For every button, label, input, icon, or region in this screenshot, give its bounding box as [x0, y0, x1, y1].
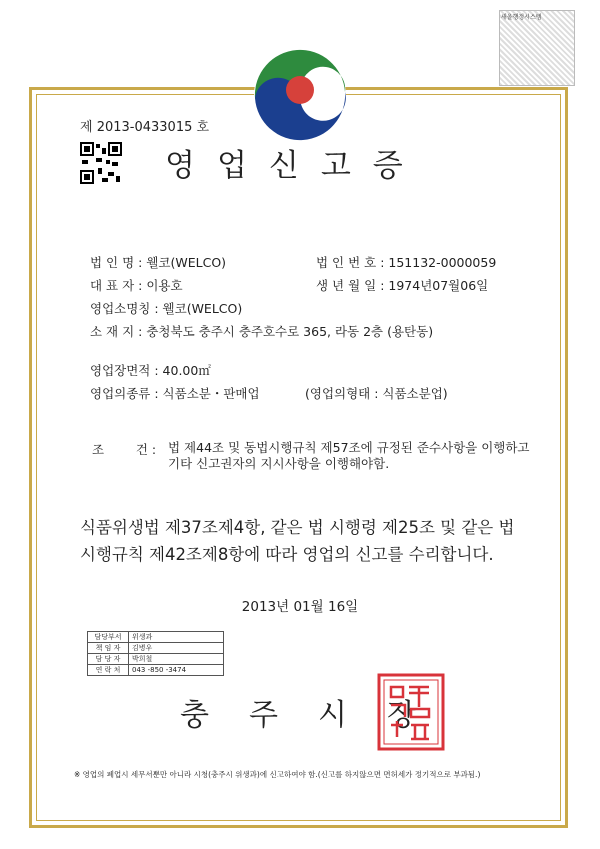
birth-row: [316, 276, 488, 294]
footnote: ※ 영업의 폐업시 세무서뿐만 아니라 시청(충주시 위생과)에 신고하여야 함.(신고를 하지않으면 면허세가 정기적으로 부과됨.): [74, 770, 481, 779]
official-seal-icon: [377, 673, 445, 751]
form-value: (영업의형태 : 식품소분업): [305, 386, 448, 401]
table-row: [88, 643, 224, 654]
contact-value: 043 -850 -3474: [129, 665, 224, 676]
form-row: [305, 384, 448, 402]
issue-date: 2013년 01월 16일: [241, 599, 359, 615]
condition-text: 법 제44조 및 동법시행규칙 제57조에 규정된 준수사항을 이행하고 기타 신고권자의 지시사항을 이행해야함.: [168, 440, 530, 471]
type-value: 식품소분・판매업: [162, 386, 260, 401]
corp-name-value: 웰코(WELCO): [146, 255, 227, 270]
address-label: 소 재 지 :: [90, 324, 143, 339]
qr-code-icon: [80, 142, 122, 184]
biz-name-row: [90, 299, 242, 317]
table-row: [88, 632, 224, 643]
contact-label: 책 임 자: [88, 643, 129, 654]
issuer-name: 충주시장: [180, 698, 456, 733]
government-emblem-icon: [245, 40, 355, 150]
biz-name-label: 영업소명칭 :: [90, 301, 159, 316]
area-label: 영업장면적 :: [90, 363, 159, 378]
contact-label: 연 락 처: [88, 665, 129, 676]
corp-name-label: 법 인 명 :: [90, 255, 143, 270]
document-barcode: [499, 10, 575, 86]
type-label: 영업의종류 :: [90, 386, 159, 401]
corp-reg-row: [316, 253, 496, 271]
page-title: 영업신고증: [165, 148, 425, 184]
main-statement: 식품위생법 제37조제4항, 같은 법 시행령 제25조 및 같은 법 시행규칙 제42조제8항에 따라 영업의 신고를 수리합니다.: [80, 518, 515, 564]
rep-row: [90, 276, 183, 294]
contact-table: [87, 631, 224, 676]
birth-label: 생 년 월 일 :: [316, 278, 385, 293]
corp-name-row: [90, 253, 226, 271]
area-value: 40.00㎡: [162, 363, 211, 378]
corp-reg-label: 법 인 번 호 :: [316, 255, 385, 270]
contact-label: 담 당 자: [88, 654, 129, 665]
birth-value: 1974년07월06일: [388, 278, 489, 293]
table-row: [88, 654, 224, 665]
condition-label: 조 건 :: [92, 442, 157, 457]
contact-value: 박희철: [129, 654, 224, 665]
address-value: 충청북도 충주시 충주호수로 365, 라동 2층 (용탄동): [146, 324, 434, 339]
barcode-label: 새올행정시스템: [501, 14, 542, 21]
biz-name-value: 웰코(WELCO): [162, 301, 243, 316]
address-row: [90, 322, 433, 340]
corp-reg-value: 151132-0000059: [388, 255, 497, 270]
contact-label: 담당부서: [88, 632, 129, 643]
contact-value: 김병우: [129, 643, 224, 654]
table-row: [88, 665, 224, 676]
rep-label: 대 표 자 :: [90, 278, 143, 293]
rep-value: 이용호: [146, 278, 183, 293]
area-row: [90, 361, 211, 379]
type-row: [90, 384, 260, 402]
contact-value: 위생과: [129, 632, 224, 643]
certificate-number: 제 2013-0433015 호: [80, 120, 210, 135]
